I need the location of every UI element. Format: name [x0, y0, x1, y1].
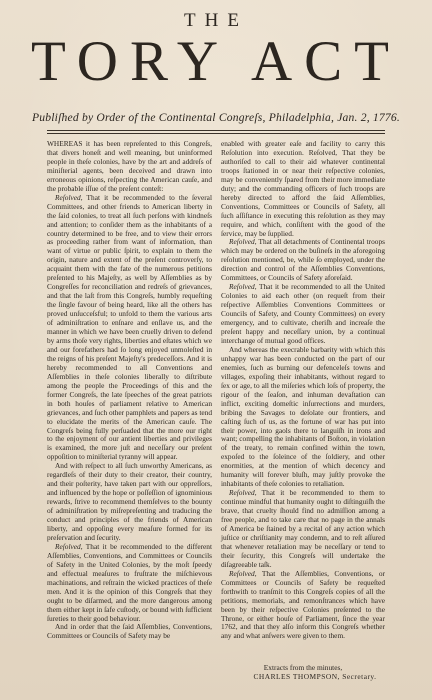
resolution-paragraph — [221, 570, 385, 642]
resolution-text: That it be recommended to the different Aſſemblies, Conventions, and Committees or Councils of Safety in the United Colonies, by the moſt ſpeedy and effectual meaſures to fruſtrate the miſchievous machinations, and reſtrain the wicked practices of theſe men. And it is the opinion of this Congreſs that they ought to be diſarmed, and the more dangerous among them either kept in ſafe cuſtody, or bound with ſufficient ſureties to their good behaviour. — [47, 541, 212, 623]
resolution-text: That all detachments of Continental troops which may be ordered on the buſineſs in the aforegoing reſolution mentioned, be, while ſo employed, under the direction and control of the Aſſemblies Conventions, Committees, or Councils of Safety aforeſaid. — [221, 237, 385, 283]
signoff-block — [221, 663, 385, 681]
header-rule-bottom — [47, 133, 385, 134]
resolution-paragraph — [221, 489, 385, 570]
resolution-paragraph — [221, 238, 385, 283]
extract-line: Extracts from the minutes, — [263, 663, 343, 672]
resolved-label: Reſolved, — [229, 488, 257, 498]
resolved-label: Reſolved, — [229, 282, 257, 292]
resolution-text: That the Aſſemblies, Conventions, or Committees or Councils of Safety be requeſted forthwith to tranſmit to this Congreſs copies of all the petitions, memorials, and remonſtrances which have been by their reſpective Colonies preſented to the Throne, or either houſe of Parliament, ſince the year 1762, and that they alſo inform this Congreſs whether any and what anſwers were given to them. — [221, 568, 385, 641]
body-paragraph: And in order that the ſaid Aſſemblies, Conventions, Committees or Councils of Safety may be — [47, 622, 212, 641]
resolution-paragraph — [47, 543, 212, 624]
resolved-label: Reſolved, — [55, 541, 83, 551]
preamble-paragraph: WHEREAS it has been repreſented to this Congreſs, that divers honeſt and well meaning, but uninformed people in theſe colonies, have by the art and addreſs of miniſterial agents, been deceived and drawn into erroneous opinions, reſpecting the American cauſe, and the probable iſſue of the preſent conteſt: — [47, 139, 212, 193]
resolution-text: That it be recommended to the ſeveral Committees, and other friends to American liberty in the ſaid colonies, to treat all ſuch perſons with kindneſs and attention; to conſider them as the inhabitants of a country determined to be free, and to view their errors as proceeding rather from want of information, than want of virtue or public ſpirit, to explain to them the origin, nature and extent of the preſent controverſy, to acquaint them with the fate of the numerous petitions preſented to his Majeſty, as well by Aſſemblies as by Congreſſes for reconciliation and redreſs of grievances, and that the laſt from this Congreſs, humbly requeſting the ſingle favour of being heard, like all the others has proved unſucceſsful; to unfold to them the various arts of adminiſtration to enſnare and enſlave us, and the manner in which we have been cruelly driven to defend by arms thoſe very rights, liberties and eſtates which we and our forefathers had ſo long enjoyed unmoleſted in the reigns of his preſent Majeſty's predeceſſors. And it is hereby recommended to all Conventions and Aſſemblies in theſe colonies liberally to diſtribute among the people the Proceedings of this and the former Congreſs, the late ſpeeches of the great patriots in both houſes of parliament relative to American grievances, and ſuch other pamphlets and papers as tend to elucidate the merits of the American cauſe. The Congreſs being fully perſuaded that the more our right to the enjoyment of our antient liberties and privileges is examined, the more juſt and neceſſary our preſent oppoſition to miniſterial tyranny will appear. — [47, 192, 212, 462]
publication-line: Publiſhed by Order of the Continental Congreſs, Philadelphia, Jan. 2, 1776. — [31, 111, 401, 124]
resolution-paragraph — [221, 283, 385, 346]
body-paragraph: And whereas the execrable barbarity with which this unhappy war has been conducted on the part of our enemies, ſuch as burning our defenceleſs towns and villages, expoſing their inhabitants, without regard to ſex or age, to all the miſeries which loſs of property, the rigour of the ſeaſon, and inhuman devaſtation can inflict, exciting domeſtic inſurrections and murders, bribing the Savages to deſolate our frontiers, and caſting ſuch of us, as the fortune of war has put into their power, into gaols there to languiſh in irons and want; compelling the inhabitants of Boſton, in violation of the treaty, to remain confined within the town, expoſed to the ſoleince of the ſoldiery, and other enormities, at the mention of which decency and humanity will forever bluſh, may juſtly provoke the inhabitants of theſe colonies to retaliation. — [221, 344, 385, 489]
left-column — [47, 140, 212, 641]
body-paragraph: And with reſpect to all ſuch unworthy Americans, as regardleſs of their duty to their creator, their country, and their poſterity, have taken part with our oppreſſors, and influenced by the hope or poſſeſſion of ignominious rewards, ſtrive to recommend themſelves to the bounty of adminiſtration by miſrepreſenting and traducing the conduct and principles of the friends of American liberty, and oppoſing every meaſure formed for its preſervation and ſecurity. — [47, 461, 212, 542]
resolved-label: Reſolved, — [229, 568, 257, 578]
resolved-label: Reſolved, — [55, 192, 83, 202]
body-paragraph: enabled with greater eaſe and facility to carry this Reſolution into execution. Reſolved, That they be authoriſed to call to their aid whatever continental troops ſtationed in or near their reſpective colonies, may be conveniently ſpared from their more immediate duty; and the commanding officers of ſuch troops are hereby directed to afford the ſaid Aſſemblies, Conventions, Committees or Councils of Safety, all ſuch aſſiſtance in executing this reſolution as they may require, and which, conſiſtent with the good of the ſervice, may be ſupplied. — [221, 139, 385, 238]
resolution-text: That it be recommended to all the United Colonies to aid each other (on requeſt from their reſpective Aſſemblies Conventions Committees or Councils of Safety, and County Committees) on every emergency, and to cultivate, cheriſh and increaſe the preſent happy and neceſſary union, by a continual interchange of mutual good offices. — [221, 282, 385, 345]
header-rule-top — [47, 130, 385, 131]
title-the: THE — [184, 10, 248, 31]
resolution-text: That it be recommended to them to continue mindful that humanity ought to diſtinguiſh the brave, that cruelty ſhould find no admiſſion among a free people, and to take care that no page in the annals of America be ſtained by a recital of any action which juſtice or chriſtianity may condemn, and to reſt aſſured that whenever retaliation may be neceſſary or tend to their ſecurity, this Congreſs will undertake the diſagreeable taſk. — [221, 488, 385, 569]
right-column — [221, 140, 385, 641]
resolved-label: Reſolved, — [229, 237, 257, 247]
document-title: TORY ACT — [31, 30, 401, 93]
resolution-paragraph — [47, 194, 212, 463]
secretary-signature: CHARLES THOMPSON, Secretary. — [253, 672, 377, 681]
